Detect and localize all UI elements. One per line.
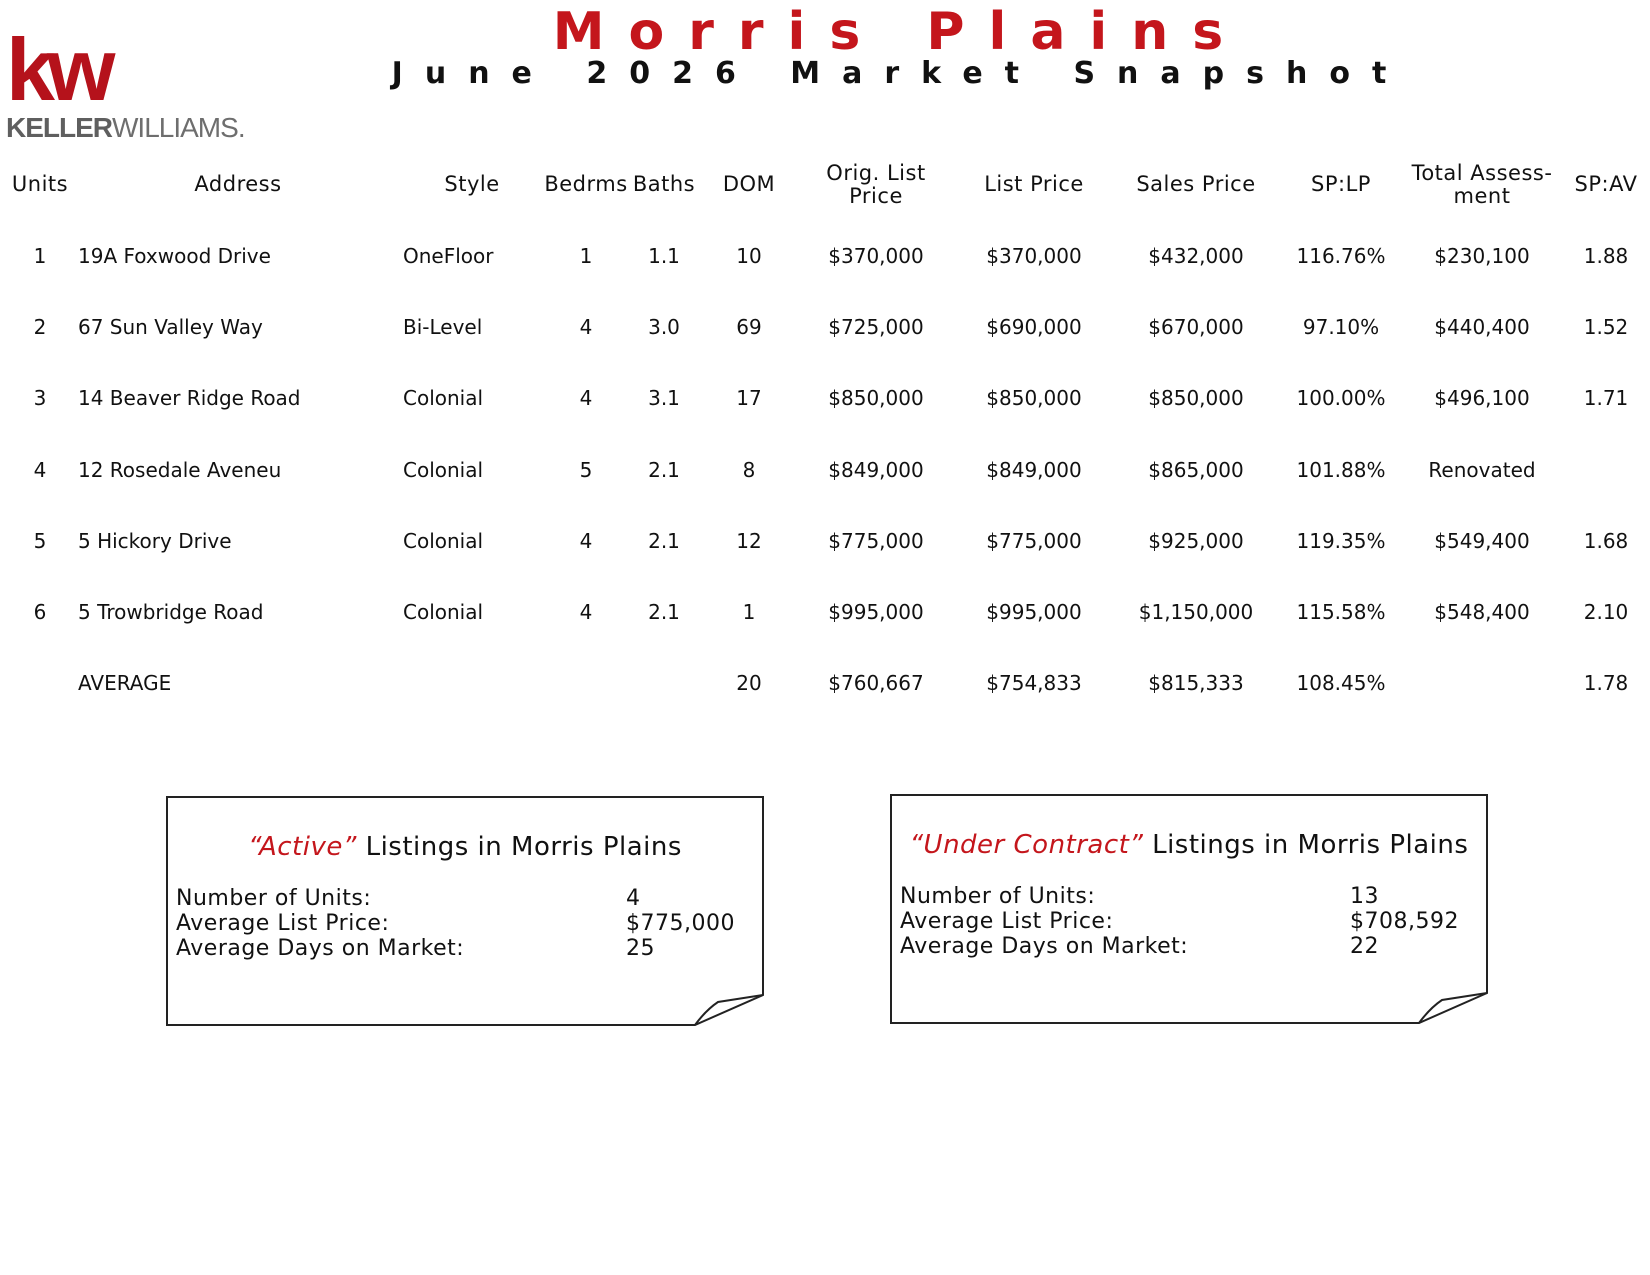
row-3-baths: 3.1 bbox=[648, 386, 680, 410]
row-2-total-assessment: $440,400 bbox=[1434, 315, 1530, 339]
row-6-dom: 1 bbox=[742, 600, 756, 624]
row-4-orig-list-price: $849,000 bbox=[828, 458, 924, 482]
under-contract-listings-box bbox=[890, 794, 1488, 1022]
header-list-price: List Price bbox=[984, 172, 1084, 196]
row-5-dom: 12 bbox=[736, 529, 762, 553]
row-3-total-assessment: $496,100 bbox=[1434, 386, 1530, 410]
row-5-bedrooms: 4 bbox=[579, 529, 593, 553]
row-4-total-assessment: Renovated bbox=[1428, 458, 1536, 482]
average-sp-av: 1.78 bbox=[1583, 671, 1629, 695]
row-3-unit: 3 bbox=[33, 386, 47, 410]
row-1-sp-av: 1.88 bbox=[1583, 244, 1629, 268]
contract-dom-label: Average Days on Market: bbox=[900, 934, 1189, 959]
row-5-address: 5 Hickory Drive bbox=[78, 529, 232, 553]
header-orig-list-price-line2: Price bbox=[849, 184, 903, 208]
row-4-dom: 8 bbox=[742, 458, 756, 482]
active-box-title-rest: Listings in Morris Plains bbox=[365, 832, 682, 862]
keller-williams-logo bbox=[6, 20, 245, 145]
row-2-orig-list-price: $725,000 bbox=[828, 315, 924, 339]
row-1-unit: 1 bbox=[33, 244, 47, 268]
average-label: AVERAGE bbox=[78, 671, 172, 695]
contract-dom-value: 22 bbox=[1350, 934, 1379, 959]
logo-name-bold: KELLER bbox=[6, 112, 112, 143]
row-5-unit: 5 bbox=[33, 529, 47, 553]
row-1-bedrooms: 1 bbox=[579, 244, 593, 268]
row-1-dom: 10 bbox=[736, 244, 762, 268]
row-5-orig-list-price: $775,000 bbox=[828, 529, 924, 553]
row-5-style: Colonial bbox=[403, 529, 484, 553]
contract-list-price-value: $708,592 bbox=[1350, 909, 1459, 934]
average-orig-list-price: $760,667 bbox=[828, 671, 924, 695]
header-unit: Units bbox=[11, 172, 69, 196]
row-4-bedrooms: 5 bbox=[579, 458, 593, 482]
header-sales-price: Sales Price bbox=[1136, 172, 1256, 196]
average-sales-price: $815,333 bbox=[1148, 671, 1244, 695]
row-1-address: 19A Foxwood Drive bbox=[78, 244, 271, 268]
row-6-sp-av: 2.10 bbox=[1583, 600, 1629, 624]
row-3-style: Colonial bbox=[403, 386, 484, 410]
row-3-sp-av: 1.71 bbox=[1583, 386, 1629, 410]
row-3-list-price: $850,000 bbox=[986, 386, 1082, 410]
page-subtitle: June 2026 Market Snapshot bbox=[391, 56, 1409, 91]
contract-box-title-rest: Listings in Morris Plains bbox=[1152, 830, 1469, 860]
active-box-title-highlight: “Active” bbox=[248, 832, 357, 862]
row-5-baths: 2.1 bbox=[648, 529, 680, 553]
active-listings-box bbox=[166, 796, 764, 1024]
header-sp-lp: SP:LP bbox=[1311, 172, 1371, 196]
header-orig-list-price: Orig. List bbox=[826, 161, 926, 185]
row-2-dom: 69 bbox=[736, 315, 762, 339]
row-6-style: Colonial bbox=[403, 600, 484, 624]
row-1-sp-lp: 116.76% bbox=[1296, 244, 1386, 268]
row-5-sp-lp: 119.35% bbox=[1296, 529, 1386, 553]
row-2-sp-av: 1.52 bbox=[1583, 315, 1629, 339]
row-4-sp-lp: 101.88% bbox=[1296, 458, 1386, 482]
active-units-value: 4 bbox=[626, 886, 641, 911]
average-dom: 20 bbox=[736, 671, 762, 695]
row-6-bedrooms: 4 bbox=[579, 600, 593, 624]
active-dom-label: Average Days on Market: bbox=[176, 936, 465, 961]
page-title: Morris Plains bbox=[552, 2, 1248, 62]
row-6-sp-lp: 115.58% bbox=[1296, 600, 1386, 624]
row-1-sales-price: $432,000 bbox=[1148, 244, 1244, 268]
row-6-total-assessment: $548,400 bbox=[1434, 600, 1530, 624]
header-bedrooms: Bedrms bbox=[544, 172, 628, 196]
row-4-baths: 2.1 bbox=[648, 458, 680, 482]
row-3-sales-price: $850,000 bbox=[1148, 386, 1244, 410]
row-1-style: OneFloor bbox=[403, 244, 494, 268]
row-3-address: 14 Beaver Ridge Road bbox=[78, 386, 301, 410]
contract-units-value: 13 bbox=[1350, 884, 1379, 909]
row-3-bedrooms: 4 bbox=[579, 386, 593, 410]
header-baths: Baths bbox=[632, 172, 696, 196]
contract-list-price-label: Average List Price: bbox=[900, 909, 1114, 934]
contract-units-label: Number of Units: bbox=[900, 884, 1096, 909]
row-5-sp-av: 1.68 bbox=[1583, 529, 1629, 553]
header-address: Address bbox=[194, 172, 282, 196]
row-6-address: 5 Trowbridge Road bbox=[78, 600, 264, 624]
row-2-baths: 3.0 bbox=[648, 315, 680, 339]
active-list-price-label: Average List Price: bbox=[176, 911, 390, 936]
contract-box-title bbox=[890, 830, 1488, 860]
header-total-assessment-line2: ment bbox=[1453, 184, 1511, 208]
logo-name-light: WILLIAMS bbox=[112, 112, 238, 143]
row-4-sales-price: $865,000 bbox=[1148, 458, 1244, 482]
row-1-baths: 1.1 bbox=[648, 244, 680, 268]
row-2-list-price: $690,000 bbox=[986, 315, 1082, 339]
row-4-unit: 4 bbox=[33, 458, 47, 482]
row-4-address: 12 Rosedale Aveneu bbox=[78, 458, 282, 482]
row-6-orig-list-price: $995,000 bbox=[828, 600, 924, 624]
row-3-orig-list-price: $850,000 bbox=[828, 386, 924, 410]
row-3-dom: 17 bbox=[736, 386, 762, 410]
row-6-sales-price: $1,150,000 bbox=[1138, 600, 1254, 624]
active-dom-value: 25 bbox=[626, 936, 655, 961]
header-dom: DOM bbox=[722, 172, 776, 196]
row-6-baths: 2.1 bbox=[648, 600, 680, 624]
contract-box-title-highlight: “Under Contract” bbox=[909, 830, 1144, 860]
row-6-unit: 6 bbox=[33, 600, 47, 624]
logo-suffix: . bbox=[237, 112, 245, 143]
row-1-orig-list-price: $370,000 bbox=[828, 244, 924, 268]
row-4-list-price: $849,000 bbox=[986, 458, 1082, 482]
row-3-sp-lp: 100.00% bbox=[1296, 386, 1386, 410]
row-2-style: Bi-Level bbox=[403, 315, 483, 339]
header-sp-av: SP:AV bbox=[1574, 172, 1638, 196]
logo-wordmark bbox=[6, 112, 245, 144]
row-5-list-price: $775,000 bbox=[986, 529, 1082, 553]
row-4-style: Colonial bbox=[403, 458, 484, 482]
kw-logo-mark: kw bbox=[6, 20, 108, 119]
row-2-sp-lp: 97.10% bbox=[1302, 315, 1380, 339]
header-style: Style bbox=[444, 172, 500, 196]
active-list-price-value: $775,000 bbox=[626, 911, 735, 936]
active-box-title bbox=[166, 832, 764, 862]
row-5-total-assessment: $549,400 bbox=[1434, 529, 1530, 553]
header-total-assessment: Total Assess- bbox=[1411, 161, 1553, 185]
row-1-total-assessment: $230,100 bbox=[1434, 244, 1530, 268]
average-list-price: $754,833 bbox=[986, 671, 1082, 695]
row-2-unit: 2 bbox=[33, 315, 47, 339]
row-2-sales-price: $670,000 bbox=[1148, 315, 1244, 339]
row-5-sales-price: $925,000 bbox=[1148, 529, 1244, 553]
row-2-bedrooms: 4 bbox=[579, 315, 593, 339]
row-1-list-price: $370,000 bbox=[986, 244, 1082, 268]
row-2-address: 67 Sun Valley Way bbox=[78, 315, 263, 339]
active-units-label: Number of Units: bbox=[176, 886, 372, 911]
row-6-list-price: $995,000 bbox=[986, 600, 1082, 624]
average-sp-lp: 108.45% bbox=[1296, 671, 1386, 695]
